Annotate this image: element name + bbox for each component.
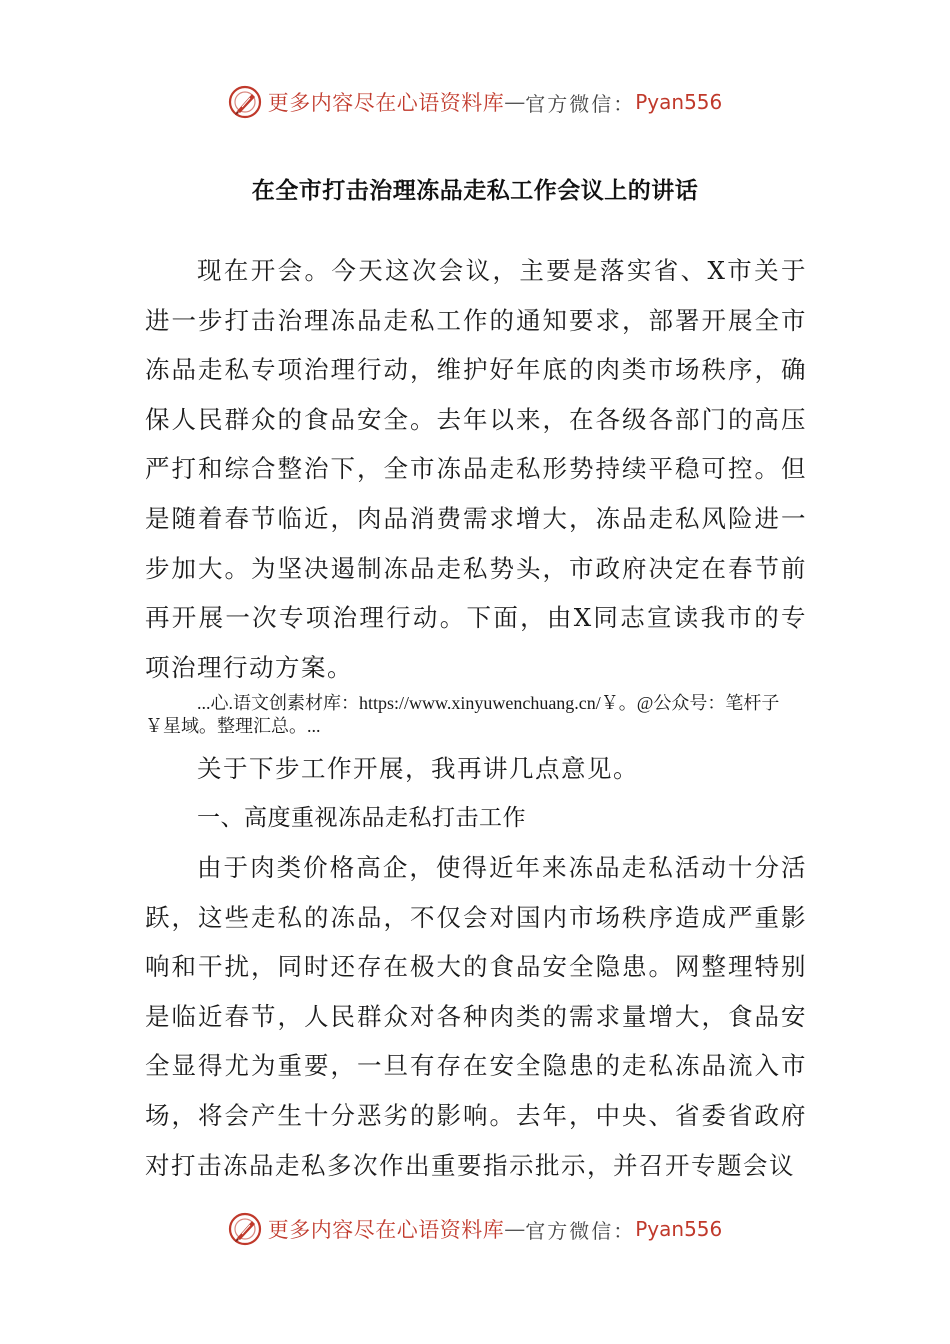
source-note: ...心.语文创素材库：https://www.xinyuwenchuang.cn/￥。@公众号：笔杆子￥星域。整理汇总。... (145, 693, 780, 736)
pen-nib-logo-icon (228, 1212, 262, 1246)
banner-wechat-id: Pyan556 (635, 90, 723, 114)
paragraph-section-1: 由于肉类价格高企，使得近年来冻品走私活动十分活跃，这些走私的冻品，不仅会对国内市场秩序造成严重影响和干扰，同时还存在极大的食品安全隐患。网整理特别是临近春节，人民群众对各种肉类的需求量增大，食品安全显得尤为重要，一旦有存在安全隐患的走私冻品流入市场，将会产生十分恶劣的影响。去年，中央、省委省政府对打击冻品走私多次作出重要指示批示，并召开专题会议 (145, 853, 807, 1180)
header-banner (0, 82, 950, 122)
section-heading-1: 一、高度重视冻品走私打击工作 (197, 805, 526, 831)
banner-separator: — (504, 90, 526, 114)
banner-wechat-id: Pyan556 (635, 1217, 723, 1241)
pen-nib-logo-icon (228, 85, 262, 119)
banner-separator: — (504, 1217, 526, 1241)
banner-wechat-label: 官方微信： (525, 1218, 636, 1243)
footer-banner (0, 1209, 950, 1249)
banner-wechat-label: 官方微信： (525, 91, 636, 116)
document-title: 在全市打击治理冻品走私工作会议上的讲话 (251, 178, 699, 204)
banner-brand-text: 更多内容尽在心语资料库 (267, 1218, 505, 1242)
paragraph-transition: 关于下步工作开展，我再讲几点意见。 (197, 754, 639, 783)
paragraph-opening: 现在开会。今天这次会议，主要是落实省、X市关于进一步打击治理冻品走私工作的通知要求，部署开展全市冻品走私专项治理行动，维护好年底的肉类市场秩序，确保人民群众的食品安全。去年以来，在各级各部门的高压严打和综合整治下，全市冻品走私形势持续平稳可控。但是随着春节临近，肉品消费需求增大，冻品走私风险进一步加大。为坚决遏制冻品走私势头，市政府决定在春节前再开展一次专项治理行动。下面，由X同志宣读我市的专项治理行动方案。 (145, 256, 807, 682)
banner-brand-text: 更多内容尽在心语资料库 (267, 91, 505, 115)
